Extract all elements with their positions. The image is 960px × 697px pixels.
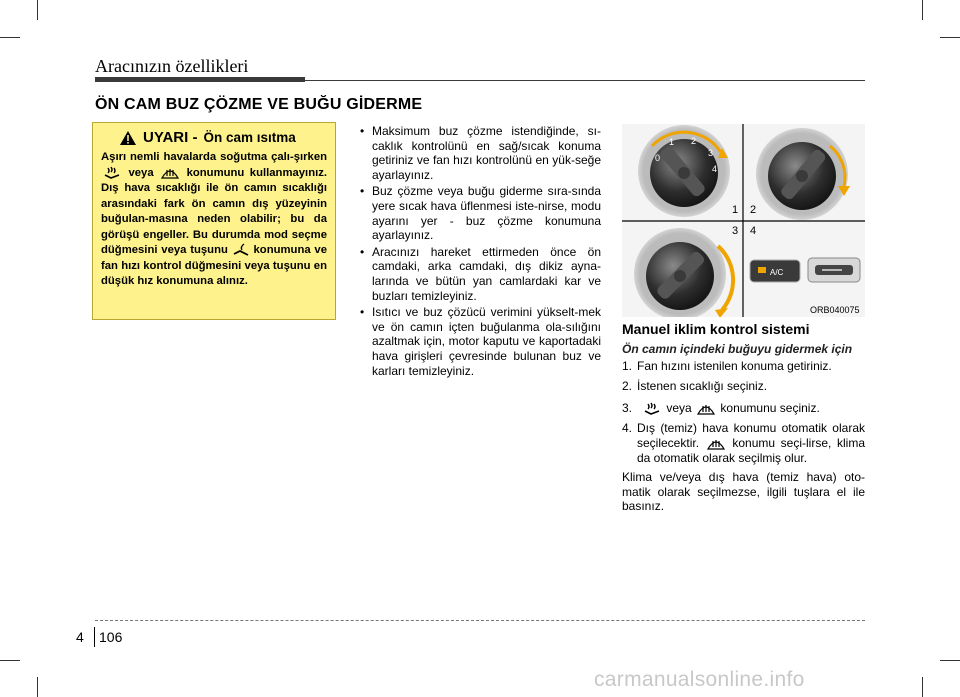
warning-text	[101, 150, 327, 290]
floor-mode-icon	[232, 243, 250, 257]
step-text: İstenen sıcaklığı seçiniz.	[637, 378, 768, 393]
fan-dial-2: 2	[691, 136, 697, 146]
page-separator	[94, 627, 95, 647]
step-number: 1.	[622, 359, 633, 374]
bullet-item: • Maksimum buz çözme istendiğinde, sı-caklık kontrolünü en sağ/sıcak konuma getiriniz ve fan hızı kontrolünü en yük-seğe ayarlayınız.	[357, 124, 601, 182]
header-bar	[95, 77, 305, 82]
warning-box	[92, 122, 336, 320]
manual-note: Klima ve/veya dış hava (temiz hava) oto-matik olarak seçilmezse, ilgili tuşlara el ile basınız.	[622, 470, 865, 514]
watermark: carmanualsonline.info	[594, 668, 805, 691]
step-1	[622, 359, 865, 374]
defrost-floor-mode-icon	[101, 166, 123, 180]
step-number: 3.	[622, 401, 633, 416]
warning-text-part: konumunu kullanmayınız. Dış hava sıcaklığı ile ön camın sıcaklığı arasındaki fark ön camın dış yüzeyinin buğulan-masına neden olabilir; bu da görüşü engeller. Bu durumda mod seçme düğmesini veya tuşunu	[101, 166, 328, 256]
step-text: veya	[666, 401, 692, 416]
warning-triangle-icon	[119, 130, 137, 146]
defrost-mode-icon	[705, 437, 727, 451]
figure-label-1: 1	[732, 204, 739, 216]
header-rule	[305, 80, 865, 81]
step-text: Fan hızını istenilen konuma getiriniz.	[637, 359, 832, 374]
step-text: konumu seçi-lirse, klima da otomatik olarak seçilmiş olur.	[637, 435, 865, 465]
warning-header	[119, 129, 327, 146]
temperature-knob	[756, 128, 848, 220]
step-number: 4.	[622, 421, 633, 436]
step-2	[622, 379, 865, 394]
defrost-floor-mode-icon	[641, 402, 663, 416]
warning-subtitle: Ön cam ısıtma	[203, 130, 296, 145]
warning-text-part: Aşırı nemli havalarda soğutma çalı-şırken	[101, 151, 327, 163]
defrost-mode-icon	[695, 402, 717, 416]
mode-knob	[634, 228, 726, 317]
step-3	[622, 401, 865, 416]
fan-dial-0: 0	[655, 153, 661, 163]
bullet-item: • Aracınızı hareket ettirmeden önce ön camdaki, arka camdaki, dış dikiz ayna-larında ve bütün yan camlardaki kar ve buzları temizleyiniz.	[357, 245, 601, 303]
bullet-item: • Isıtıcı ve buz çözücü verimini yükselt-mek ve ön camın içten buğulanma ola-sılığını azaltmak için, motor kaputu ve kaportadaki hava girişleri çevresinde bulunan buz ve karları temizleyiniz.	[357, 305, 601, 378]
manual-heading: Manuel iklim kontrol sistemi	[622, 321, 810, 337]
ac-button	[750, 260, 800, 282]
fan-dial-1: 1	[669, 137, 675, 147]
page-number: 106	[99, 629, 123, 645]
step-4	[622, 421, 865, 465]
recirculation-button	[808, 258, 860, 282]
figure-code: ORB040075	[810, 305, 860, 315]
section-title: ÖN CAM BUZ ÇÖZME VE BUĞU GİDERME	[95, 96, 423, 113]
fan-dial-4: 4	[712, 164, 718, 174]
manual-climate-section	[622, 322, 865, 514]
step-number: 2.	[622, 378, 633, 393]
climate-control-figure	[622, 124, 865, 317]
figure-label-2: 2	[750, 204, 757, 216]
bullet-item: • Buz çözme veya buğu giderme sıra-sında yere sıcak hava üflenmesi iste-nirse, modu ayarını yer - buz çözme konumuna ayarlayınız.	[357, 184, 601, 242]
warning-text-part: konumuna ve fan hızı kontrol düğmesini veya tuşunu en düşük hız konumuna alınız.	[101, 244, 328, 287]
bullet-column	[357, 124, 601, 380]
fan-dial-3: 3	[708, 148, 714, 158]
ac-button-label: A/C	[770, 268, 784, 277]
defrost-mode-icon	[159, 166, 181, 180]
figure-label-3: 3	[732, 225, 739, 237]
climate-control-illustration	[622, 124, 865, 317]
step-text: konumunu seçiniz.	[720, 401, 820, 416]
chapter-number: 4	[76, 629, 84, 645]
manual-subheading: Ön camın içindeki buğuyu gidermek için	[622, 341, 853, 356]
figure-label-4: 4	[750, 225, 757, 237]
footer-rule	[95, 620, 865, 621]
header-title: Aracınızın özellikleri	[95, 56, 249, 76]
warning-title: UYARI -	[143, 129, 198, 146]
step-text: Dış (temiz) hava konumu otomatik olarak seçilecektir.	[637, 421, 865, 450]
warning-text-part: veya	[128, 166, 154, 179]
